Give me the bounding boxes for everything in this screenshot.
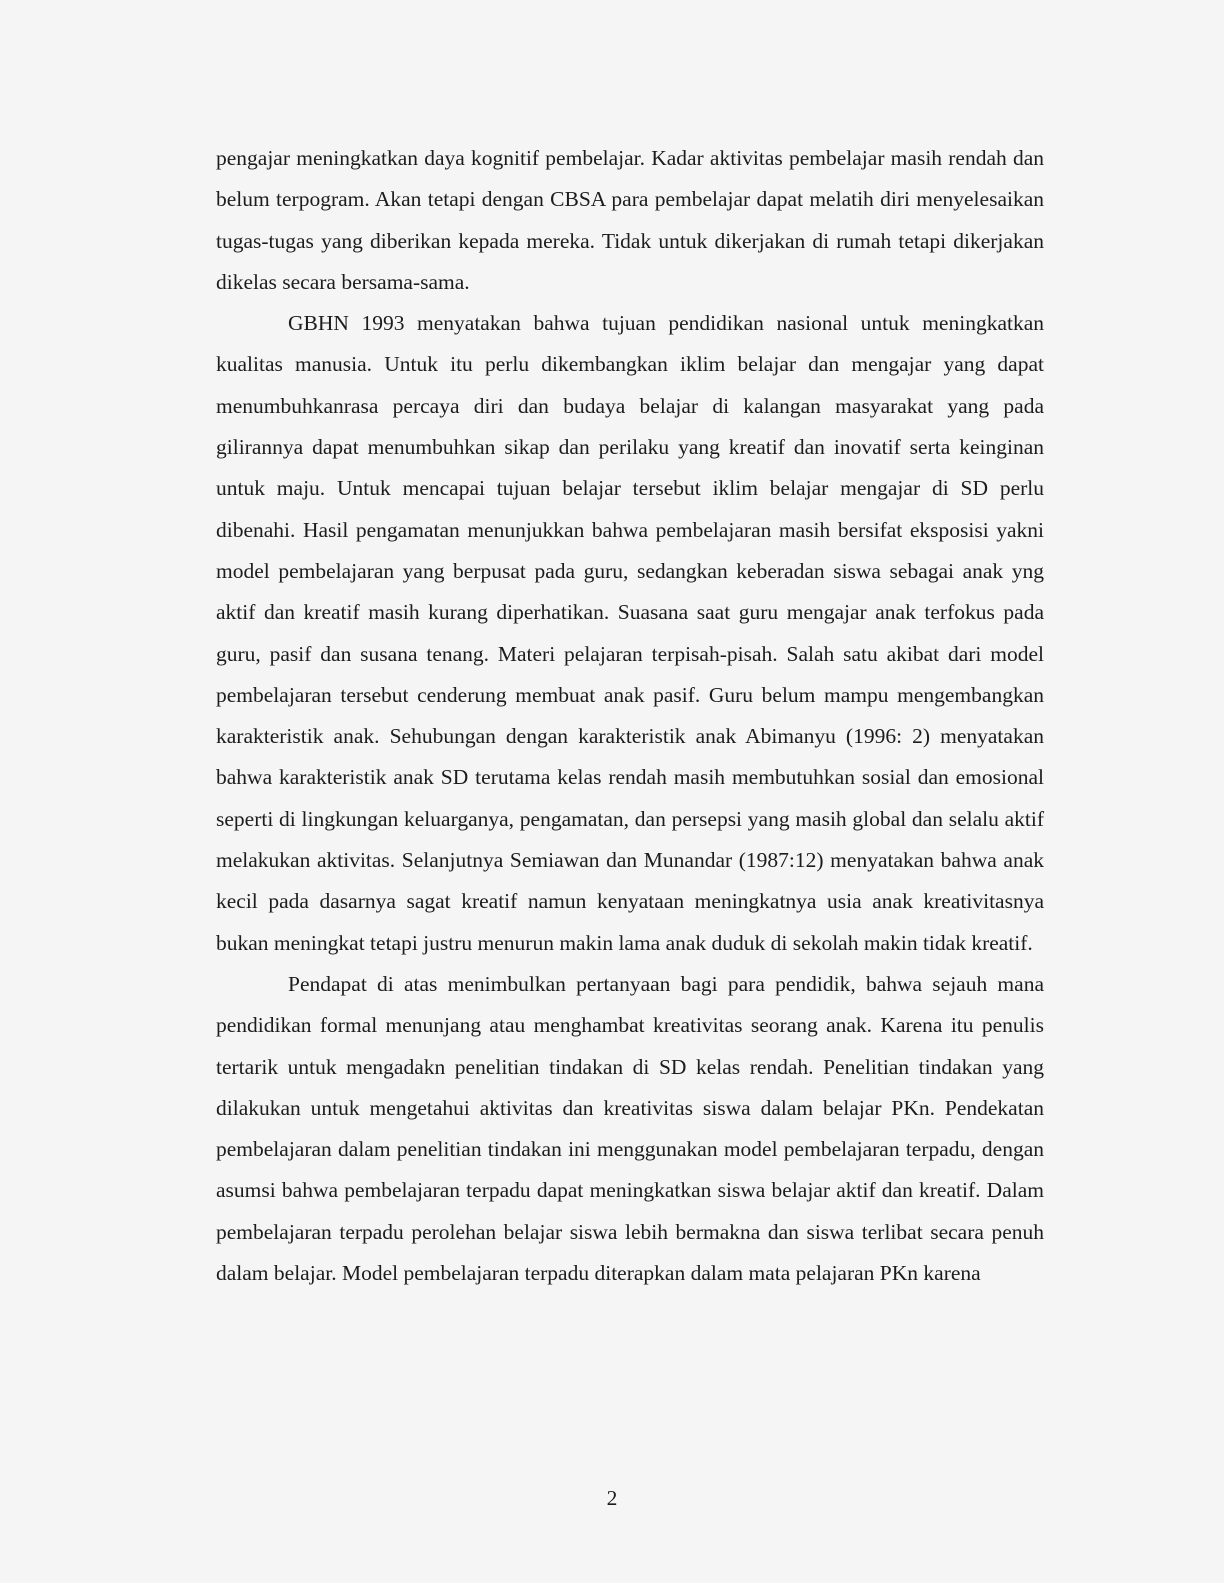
page-number: 2 <box>606 1486 618 1510</box>
paragraph-continuation: pengajar meningkatkan daya kognitif pembelajar. Kadar aktivitas pembelajar masih rendah dan belum terpogram. Akan tetapi dengan CBSA para pembelajar dapat melatih diri menyelesaikan tugas-tugas yang diberikan kepada mereka. Tidak untuk dikerjakan di rumah tetapi dikerjakan dikelas secara bersama-sama. <box>216 146 1044 294</box>
paragraph-pendapat: Pendapat di atas menimbulkan pertanyaan bagi para pendidik, bahwa sejauh mana pendidikan formal menunjang atau menghambat kreativitas seorang anak. Karena itu penulis tertarik untuk mengadakn penelitian tindakan di SD kelas rendah. Penelitian tindakan yang dilakukan untuk mengetahui aktivitas dan kreativitas siswa dalam belajar PKn. Pendekatan pembelajaran dalam penelitian tindakan ini menggunakan model pembelajaran terpadu, dengan asumsi bahwa pembelajaran terpadu dapat meningkatkan siswa belajar aktif dan kreatif. Dalam pembelajaran terpadu perolehan belajar siswa lebih bermakna dan siswa terlibat secara penuh dalam belajar. Model pembelajaran terpadu diterapkan dalam mata pelajaran PKn karena <box>216 971 1044 1286</box>
body-text <box>216 138 1044 1294</box>
paragraph-gbhn: GBHN 1993 menyatakan bahwa tujuan pendidikan nasional untuk meningkatkan kualitas manusia. Untuk itu perlu dikembangkan iklim belajar dan mengajar yang dapat menumbuhkanrasa percaya diri dan budaya belajar di kalangan masyarakat yang pada gilirannya dapat menumbuhkan sikap dan perilaku yang kreatif dan inovatif serta keinginan untuk maju. Untuk mencapai tujuan belajar tersebut iklim belajar mengajar di SD perlu dibenahi. Hasil pengamatan menunjukkan bahwa pembelajaran masih bersifat eksposisi yakni model pembelajaran yang berpusat pada guru, sedangkan keberadan siswa sebagai anak yng aktif dan kreatif masih kurang diperhatikan. Suasana saat guru mengajar anak terfokus pada guru, pasif dan susana tenang. Materi pelajaran terpisah-pisah. Salah satu akibat dari model pembelajaran tersebut cenderung membuat anak pasif. Guru belum mampu mengembangkan karakteristik anak. Sehubungan dengan karakteristik anak Abimanyu (1996: 2) menyatakan bahwa karakteristik anak SD terutama kelas rendah masih membutuhkan sosial dan emosional seperti di lingkungan keluarganya, pengamatan, dan persepsi yang masih global dan selalu aktif melakukan aktivitas. Selanjutnya Semiawan dan Munandar (1987:12) menyatakan bahwa anak kecil pada dasarnya sagat kreatif namun kenyataan meningkatnya usia anak kreativitasnya bukan meningkat tetapi justru menurun makin lama anak duduk di sekolah makin tidak kreatif. <box>216 311 1044 955</box>
